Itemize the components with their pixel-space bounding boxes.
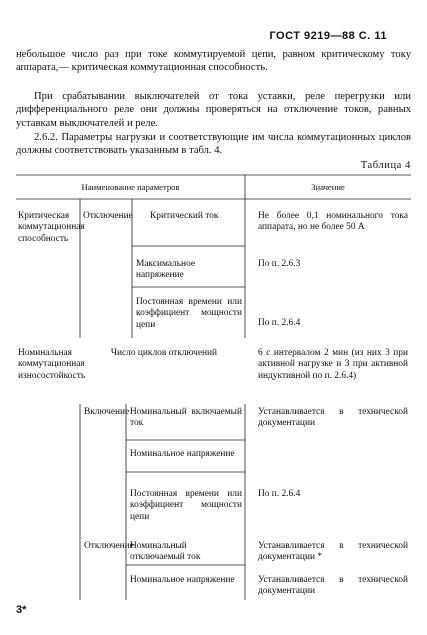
g1-row2-value: По п. 2.6.3	[258, 259, 301, 269]
cycles-value: 6 с интервалом 2 мин (из них 3 при активной нагрузке и 3 при активной индуктивной по п. 2.6.4)	[258, 348, 408, 381]
off-row1-value: Устанавливается в технической документации *	[258, 541, 408, 563]
g1-row1-value: Не более 0,1 номинального тока аппарата, но не более 50 А	[258, 211, 408, 233]
group1-label: Критическая коммутационная способность	[18, 211, 85, 244]
g1-row1-name: Критический ток	[150, 211, 219, 221]
off-row2-value: Устанавливается в технической документации	[258, 575, 408, 597]
footer-mark: 3*	[16, 604, 27, 616]
paragraph-1-text: небольшое число раз при токе коммутируемой цепи, равном критическому току аппарата,— критическая коммутационная способность.	[16, 49, 411, 74]
on-row1-name: Номинальный включаемый ток	[130, 407, 242, 429]
table-caption: Таблица 4	[360, 160, 411, 171]
on-row3-value: По п. 2.6.4	[258, 489, 301, 499]
header-value: Значение	[311, 182, 345, 192]
off-row2-name: Номинальное напряжение	[130, 575, 235, 585]
on-row2-name: Номинальное напряжение	[130, 449, 235, 459]
group2-label: Номинальная коммутационная износостойкость	[18, 348, 86, 381]
off-row1-name: Номинальный отключаемый ток	[130, 541, 201, 563]
on-row3-name: Постоянная времени или коэффициент мощности цепи	[130, 489, 242, 522]
group2-on-label: Включение	[84, 407, 130, 417]
group2-off-label: Отключение	[84, 541, 134, 551]
page-header: ГОСТ 9219—88 С. 11	[269, 30, 387, 42]
paragraph-3-text: 2.6.2. Параметры нагрузки и соответствующие им числа коммутационных циклов должны соответствовать указанным в табл. 4.	[16, 132, 411, 157]
g1-row3-value: По п. 2.6.4	[258, 318, 301, 328]
group1-sub: Отключение	[83, 211, 133, 221]
g1-row3-name: Постоянная времени или коэффициент мощности цепи	[136, 297, 242, 330]
g1-row2-name: Максимальное напряжение	[136, 259, 196, 281]
header-param: Наименование параметров	[81, 182, 180, 192]
paragraph-2-text: При срабатывании выключателей от тока уставки, реле перегрузки или дифференциального реле они должны проверяться на отключение токов, равных уставкам выключателей и реле.	[16, 91, 411, 129]
cycles-name: Число циклов отключений	[110, 348, 218, 358]
on-row1-value: Устанавливается в технической документации	[258, 407, 408, 429]
